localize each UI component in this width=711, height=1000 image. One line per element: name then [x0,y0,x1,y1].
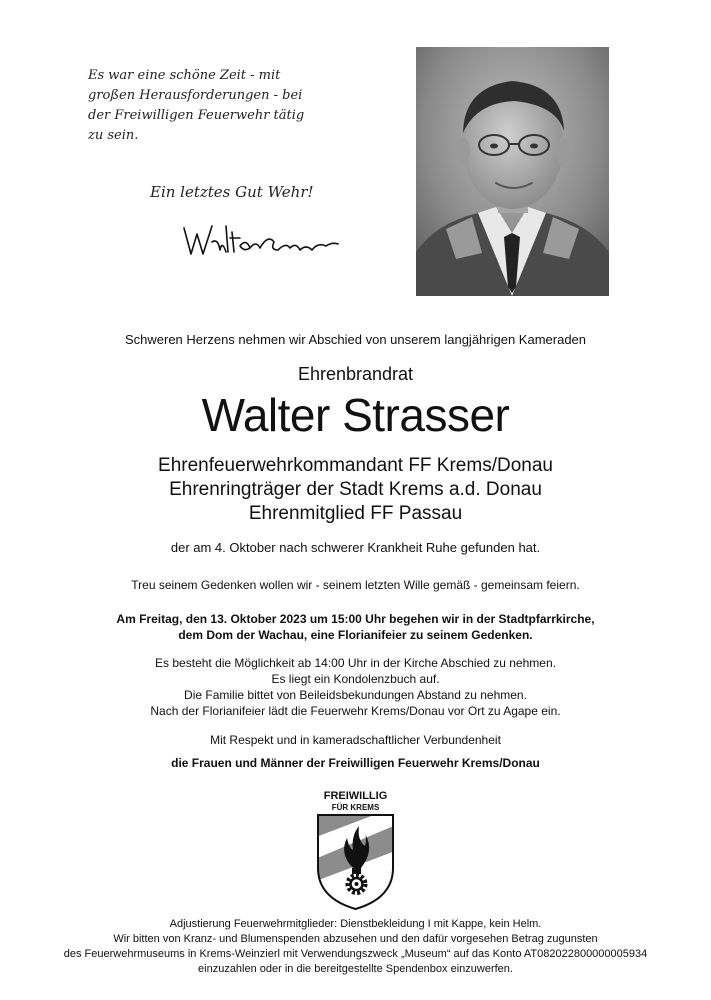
handwritten-note-line: Es war eine schöne Zeit - mit [88,68,281,83]
fire-brigade-emblem-icon [313,788,398,912]
deceased-name: Walter Strasser [201,389,510,441]
service-line: dem Dom der Wachau, eine Florianifeier zu seinem Gedenken. [178,628,533,642]
detail-line: Die Familie bittet von Beileidsbekundungen Abstand zu nehmen. [184,688,527,702]
signoff-text: die Frauen und Männer der Freiwilligen Feuerwehr Krems/Donau [171,756,540,770]
footer-notes [0,917,711,977]
handwritten-note-line: der Freiwilligen Feuerwehr tätig [88,108,305,123]
footer-line: Wir bitten von Kranz- und Blumenspenden abzusehen und den dafür vorgesehen Betrag zugunsten [113,933,598,945]
respect-text: Mit Respekt und in kameradschaftlicher Verbundenheit [210,733,501,747]
service-details [0,655,711,719]
handwritten-note [88,66,338,146]
role-line: Ehrenfeuerwehrkommandant FF Krems/Donau [158,455,553,476]
handwritten-note-line: großen Herausforderungen - bei [88,88,303,103]
detail-line: Es liegt ein Kondolenzbuch auf. [271,672,440,686]
intro-text: Schweren Herzens nehmen wir Abschied von unserem langjährigen Kameraden [124,332,587,347]
role-line: Ehrenmitglied FF Passau [248,503,463,524]
service-announcement [0,611,711,643]
memory-text: Treu seinem Gedenken wollen wir - seinem letzten Wille gemäß - gemeinsam feiern. [131,578,580,592]
service-line: Am Freitag, den 13. Oktober 2023 um 15:00 Uhr begehen wir in der Stadtpfarrkirche, [116,612,595,626]
detail-line: Nach der Florianifeier lädt die Feuerwehr Krems/Donau vor Ort zu Agape ein. [150,704,561,718]
footer-line: einzuzahlen oder in die bereitgestellte Spendenbox einzuwerfen. [198,963,513,975]
footer-line: des Feuerwehrmuseums in Krems-Weinzierl mit Verwendungszweck „Museum“ auf das Konto AT082022800000005934 [63,948,648,960]
handwritten-farewell: Ein letztes Gut Wehr! [150,183,314,201]
handwritten-note-line: zu sein. [88,128,139,143]
passing-text: der am 4. Oktober nach schwerer Krankheit Ruhe gefunden hat. [170,540,541,555]
footer-line: Adjustierung Feuerwehrmitglieder: Dienstbekleidung I mit Kappe, kein Helm. [169,918,542,930]
rank-title: Ehrenbrandrat [297,364,414,384]
honorary-roles [0,454,711,526]
badge-line-1: FREIWILLIG [323,790,388,802]
portrait-photo [416,47,609,296]
badge-line-2: FÜR KREMS [331,803,380,812]
detail-line: Es besteht die Möglichkeit ab 14:00 Uhr in der Kirche Abschied zu nehmen. [155,656,556,670]
handwritten-signature [182,220,342,265]
role-line: Ehrenringträger der Stadt Krems a.d. Donau [169,479,542,500]
